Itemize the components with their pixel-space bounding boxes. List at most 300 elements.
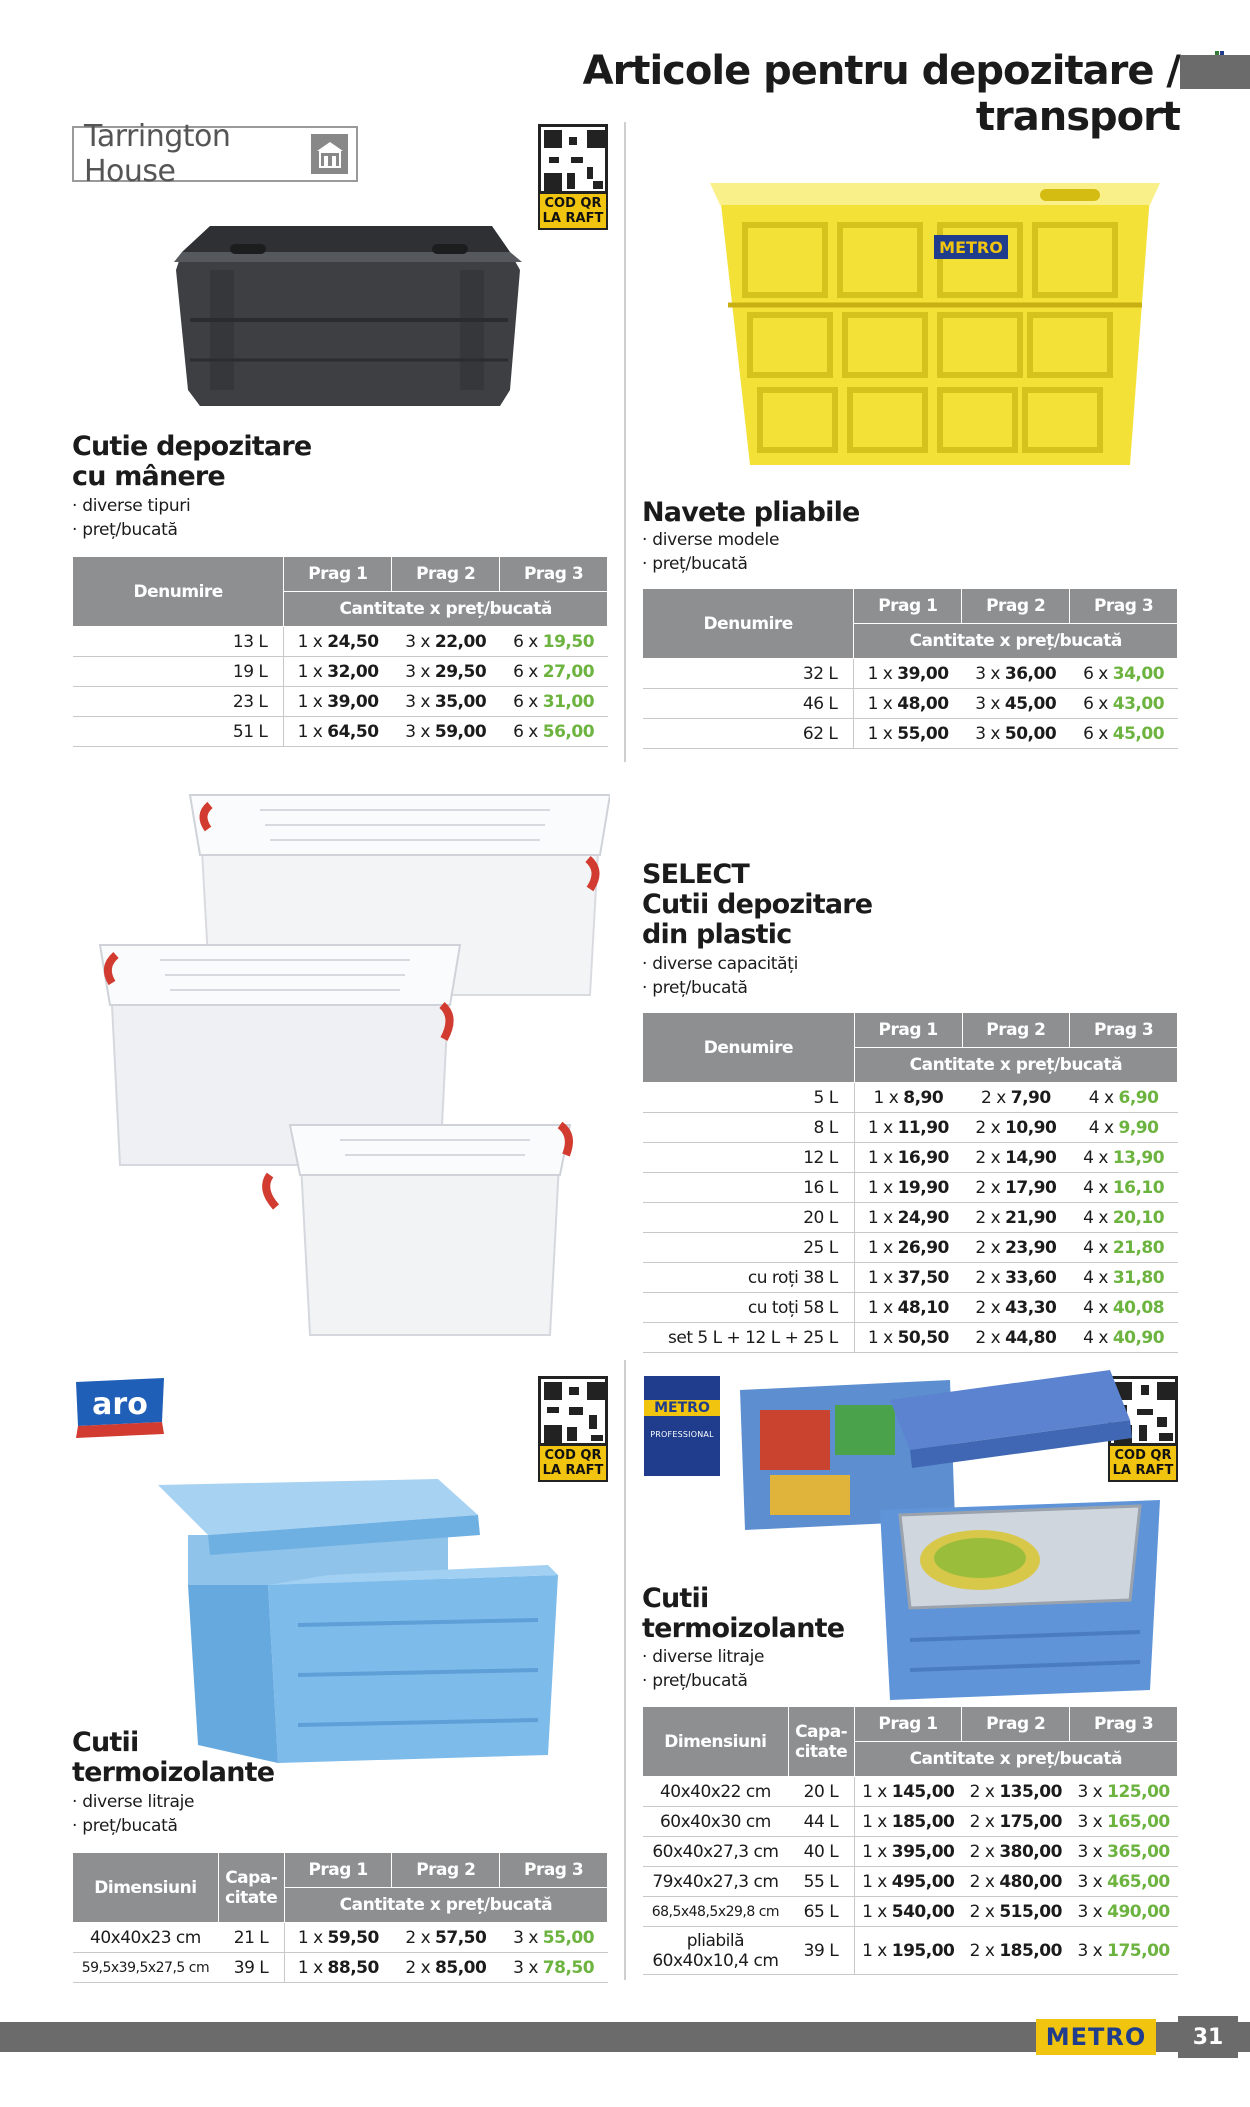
- qty-label: 6 x: [1083, 723, 1108, 744]
- price-cell-prag1: [284, 657, 392, 687]
- best-price-value: 175,00: [1107, 1940, 1170, 1961]
- header-denumire: Denumire: [643, 589, 854, 659]
- price-cell-prag3: [500, 657, 608, 687]
- qty-label: 3 x: [513, 1957, 538, 1978]
- header-denumire: Denumire: [643, 1013, 855, 1083]
- qty-label: 1 x: [862, 1871, 887, 1892]
- qty-label: 1 x: [867, 1147, 893, 1168]
- header-prag2: Prag 2: [392, 557, 500, 592]
- price-value: 50,00: [1004, 723, 1057, 744]
- column-divider: [624, 1360, 626, 1980]
- product-title-navete: [642, 498, 860, 528]
- qty-label: 3 x: [405, 691, 430, 712]
- dimension-cell: 60x40x30 cm: [643, 1807, 789, 1837]
- product-notes: [642, 952, 798, 1000]
- price-value: 19,90: [897, 1177, 949, 1198]
- qty-label: 2 x: [969, 1781, 995, 1802]
- qty-label: 3 x: [975, 693, 1000, 714]
- price-cell-prag2: [962, 1777, 1070, 1807]
- product-name-cell: 19 L: [73, 657, 284, 687]
- house-icon: [311, 134, 348, 174]
- qty-label: 6 x: [513, 661, 538, 682]
- title-line: din plastic: [642, 919, 792, 950]
- price-cell-prag2: [962, 1927, 1070, 1975]
- table-row: [73, 1953, 608, 1983]
- price-cell-prag1: [854, 689, 962, 719]
- price-cell-prag1: [854, 1867, 962, 1897]
- qty-label: 1 x: [867, 1327, 893, 1348]
- product-name-cell: 8 L: [643, 1113, 855, 1143]
- qty-label: 2 x: [981, 1087, 1006, 1108]
- qty-label: 2 x: [975, 1237, 1001, 1258]
- product-notes: [642, 528, 779, 576]
- table-row: [643, 1897, 1178, 1927]
- qty-label: 2 x: [405, 1927, 431, 1948]
- table-row: [73, 657, 608, 687]
- price-value: 55,00: [897, 723, 949, 744]
- capacity-cell: 55 L: [788, 1867, 854, 1897]
- metro-logo-text: METRO: [644, 1400, 720, 1416]
- best-price-value: 56,00: [542, 721, 595, 742]
- qty-label: 4 x: [1083, 1147, 1108, 1168]
- dimension-cell: [643, 1927, 789, 1975]
- best-price-value: 31,80: [1112, 1267, 1165, 1288]
- qr-label: COD QR LA RAFT: [538, 194, 608, 230]
- note-line: · diverse capacități: [642, 954, 799, 974]
- table-row: [73, 1923, 608, 1953]
- product-name-cell: 23 L: [73, 687, 284, 717]
- price-value: 145,00: [891, 1781, 955, 1802]
- price-cell-prag3: [1070, 1173, 1178, 1203]
- dimension-cell: 40x40x23 cm: [73, 1923, 219, 1953]
- product-name-cell: 46 L: [643, 689, 854, 719]
- price-cell-prag1: [854, 1293, 962, 1323]
- price-cell-prag1: [854, 1263, 962, 1293]
- price-value: 57,50: [435, 1927, 487, 1948]
- title-line: Cutie depozitare: [72, 431, 312, 462]
- table-row: [643, 1143, 1178, 1173]
- price-cell-prag2: [392, 1953, 500, 1983]
- table-row: [643, 1323, 1178, 1353]
- title-line: Navete pliabile: [642, 497, 860, 528]
- best-price-value: 40,08: [1112, 1297, 1165, 1318]
- header-cantitate: Cantitate x preț/bucată: [854, 1048, 1177, 1083]
- qty-label: 4 x: [1083, 1207, 1108, 1228]
- qty-label: 1 x: [862, 1901, 887, 1922]
- qty-label: 4 x: [1083, 1267, 1108, 1288]
- qty-label: 1 x: [862, 1811, 887, 1832]
- capacity-cell: 44 L: [788, 1807, 854, 1837]
- header-prag1: Prag 1: [854, 1013, 962, 1048]
- price-cell-prag2: [392, 627, 500, 657]
- yellow-crate-image: [700, 165, 1170, 485]
- header-cantitate: Cantitate x preț/bucată: [854, 1742, 1177, 1777]
- table-row: [643, 1173, 1178, 1203]
- price-value: 11,90: [897, 1117, 949, 1138]
- qty-label: 1 x: [867, 1267, 893, 1288]
- qty-label: 1 x: [297, 721, 323, 742]
- price-value: 515,00: [999, 1901, 1062, 1922]
- price-cell-prag2: [962, 1173, 1070, 1203]
- title-line: cu mânere: [72, 461, 225, 492]
- price-value: 21,90: [1005, 1207, 1057, 1228]
- product-name-cell: 12 L: [643, 1143, 855, 1173]
- dimension-cell: 60x40x27,3 cm: [643, 1837, 789, 1867]
- best-price-value: 490,00: [1107, 1901, 1170, 1922]
- price-cell-prag1: [854, 1837, 962, 1867]
- price-value: 195,00: [891, 1940, 955, 1961]
- price-value: 64,50: [327, 721, 379, 742]
- price-value: 185,00: [999, 1940, 1062, 1961]
- qty-label: 3 x: [513, 1927, 538, 1948]
- qty-label: 3 x: [1077, 1781, 1103, 1802]
- qty-label: 6 x: [1083, 663, 1108, 684]
- product-name-cell: 51 L: [73, 717, 284, 747]
- price-cell-prag3: [1070, 1143, 1178, 1173]
- price-cell-prag3: [1070, 1083, 1178, 1113]
- capacity-cell: 65 L: [788, 1897, 854, 1927]
- capacity-cell: 40 L: [788, 1837, 854, 1867]
- qty-label: 2 x: [969, 1940, 995, 1961]
- price-cell-prag1: [854, 1807, 962, 1837]
- aro-logo-text: aro: [92, 1387, 148, 1422]
- title-line: termoizolante: [72, 1757, 275, 1788]
- header-cantitate: Cantitate x preț/bucată: [284, 592, 608, 627]
- product-name-cell: cu toți 58 L: [643, 1293, 855, 1323]
- best-price-value: 45,00: [1112, 723, 1165, 744]
- price-value: 185,00: [891, 1811, 955, 1832]
- qty-label: 1 x: [297, 691, 323, 712]
- qty-label: 1 x: [867, 663, 893, 684]
- price-table-termo-metro: [642, 1706, 1178, 1975]
- qty-label: 2 x: [975, 1147, 1001, 1168]
- product-notes: [72, 1790, 194, 1838]
- price-cell-prag3: [1070, 689, 1178, 719]
- price-cell-prag1: [854, 1173, 962, 1203]
- price-cell-prag1: [284, 1953, 392, 1983]
- price-cell-prag2: [962, 1807, 1070, 1837]
- product-title-termo-aro: [72, 1728, 274, 1788]
- price-cell-prag2: [962, 1867, 1070, 1897]
- price-cell-prag3: [500, 1923, 608, 1953]
- blue-professional-thermo-box-image: [730, 1370, 1170, 1700]
- price-cell-prag2: [962, 1263, 1070, 1293]
- price-value: 26,90: [897, 1237, 949, 1258]
- product-name-cell: 13 L: [73, 627, 284, 657]
- price-cell-prag1: [854, 1897, 962, 1927]
- footer-logo-text: METRO: [1045, 2023, 1147, 2051]
- best-price-value: 78,50: [542, 1957, 595, 1978]
- qr-code-icon: [538, 1376, 608, 1446]
- table-row: [643, 1203, 1178, 1233]
- note-line: · preț/bucată: [72, 520, 178, 540]
- price-value: 14,90: [1005, 1147, 1057, 1168]
- product-name-cell: 16 L: [643, 1173, 855, 1203]
- price-cell-prag2: [962, 1113, 1070, 1143]
- header-denumire: Denumire: [73, 557, 284, 627]
- qty-label: 3 x: [1077, 1871, 1103, 1892]
- capacity-cell: 21 L: [218, 1923, 284, 1953]
- qr-label: COD QR LA RAFT: [1108, 1446, 1178, 1482]
- qty-label: 3 x: [975, 663, 1000, 684]
- price-cell-prag1: [854, 1323, 962, 1353]
- table-row: [643, 1837, 1178, 1867]
- qty-label: 1 x: [867, 1297, 893, 1318]
- best-price-value: 165,00: [1107, 1811, 1170, 1832]
- page-number: 31: [1178, 2016, 1238, 2058]
- brand-mark-icon: [1215, 42, 1225, 48]
- price-value: 48,10: [897, 1297, 949, 1318]
- price-value: 48,00: [897, 693, 949, 714]
- qty-label: 2 x: [405, 1957, 431, 1978]
- qty-label: 2 x: [975, 1177, 1001, 1198]
- qty-label: 1 x: [867, 1237, 893, 1258]
- header-prag3: Prag 3: [1070, 1707, 1178, 1742]
- price-cell-prag3: [1070, 719, 1178, 749]
- qr-code: [538, 1376, 608, 1482]
- page-title: Articole pentru depozitare / transport: [582, 48, 1180, 140]
- product-name-cell: 32 L: [643, 659, 854, 689]
- best-price-value: 125,00: [1107, 1781, 1170, 1802]
- qty-label: 3 x: [1077, 1841, 1103, 1862]
- price-cell-prag2: [962, 719, 1070, 749]
- qty-label: 1 x: [297, 1957, 323, 1978]
- price-table-select: [642, 1012, 1178, 1353]
- price-value: 24,50: [327, 631, 379, 652]
- best-price-value: 43,00: [1112, 693, 1165, 714]
- qty-label: 4 x: [1083, 1177, 1108, 1198]
- dimension-cell: 79x40x27,3 cm: [643, 1867, 789, 1897]
- product-title-select: [642, 860, 872, 950]
- header-dimensiuni: Dimensiuni: [643, 1707, 789, 1777]
- footer-metro-logo: [1036, 2019, 1156, 2055]
- best-price-value: 40,90: [1112, 1327, 1165, 1348]
- note-line: · preț/bucată: [642, 978, 748, 998]
- note-line: · diverse modele: [642, 530, 780, 550]
- professional-label: PROFESSIONAL: [650, 1430, 714, 1439]
- price-value: 395,00: [891, 1841, 955, 1862]
- price-cell-prag1: [854, 1113, 962, 1143]
- price-value: 39,00: [897, 663, 949, 684]
- header-prag2: Prag 2: [962, 1013, 1070, 1048]
- price-value: 35,00: [434, 691, 487, 712]
- table-row: [73, 627, 608, 657]
- price-cell-prag3: [1070, 1927, 1178, 1975]
- price-value: 37,50: [897, 1267, 949, 1288]
- table-row: [643, 1777, 1178, 1807]
- crate-metro-label: METRO: [939, 238, 1003, 257]
- capacity-cell: 39 L: [218, 1953, 284, 1983]
- price-value: 540,00: [891, 1901, 955, 1922]
- price-table-navete: [642, 588, 1178, 749]
- price-cell-prag2: [962, 1233, 1070, 1263]
- header-prag1: Prag 1: [854, 589, 962, 624]
- price-cell-prag3: [1070, 1837, 1178, 1867]
- price-cell-prag2: [392, 717, 500, 747]
- price-table-cutie-manere: [72, 556, 608, 747]
- header-prag1: Prag 1: [284, 557, 392, 592]
- price-value: 380,00: [999, 1841, 1062, 1862]
- price-cell-prag3: [500, 717, 608, 747]
- best-price-value: 19,50: [542, 631, 595, 652]
- price-cell-prag1: [854, 1233, 962, 1263]
- price-cell-prag2: [962, 1837, 1070, 1867]
- header-prag1: Prag 1: [284, 1853, 392, 1888]
- title-accent-bar: [1180, 55, 1250, 89]
- price-cell-prag2: [962, 1293, 1070, 1323]
- dimension-cell: 40x40x22 cm: [643, 1777, 789, 1807]
- price-cell-prag2: [962, 1203, 1070, 1233]
- note-line: · diverse litraje: [72, 1792, 195, 1812]
- qty-label: 4 x: [1083, 1327, 1108, 1348]
- dimension-cell: 59,5x39,5x27,5 cm: [73, 1953, 219, 1983]
- price-value: 24,90: [897, 1207, 949, 1228]
- qty-label: 2 x: [975, 1117, 1001, 1138]
- product-title-cutie-manere: [72, 432, 311, 492]
- header-prag2: Prag 2: [962, 589, 1070, 624]
- qty-label: 4 x: [1088, 1087, 1114, 1108]
- price-value: 7,90: [1010, 1087, 1051, 1108]
- header-prag2: Prag 2: [392, 1853, 500, 1888]
- table-row: [643, 1927, 1178, 1975]
- qty-label: 3 x: [1077, 1901, 1103, 1922]
- tarrington-house-logo: [72, 119, 358, 189]
- table-row: [643, 1113, 1178, 1143]
- price-cell-prag2: [392, 657, 500, 687]
- price-value: 16,90: [897, 1147, 949, 1168]
- table-row: [643, 659, 1178, 689]
- best-price-value: 20,10: [1112, 1207, 1165, 1228]
- qty-label: 2 x: [969, 1901, 995, 1922]
- table-row: [643, 1293, 1178, 1323]
- price-cell-prag1: [854, 1083, 962, 1113]
- capacity-cell: 20 L: [788, 1777, 854, 1807]
- table-row: [643, 1263, 1178, 1293]
- table-row: [73, 717, 608, 747]
- price-value: 29,50: [434, 661, 487, 682]
- price-value: 22,00: [434, 631, 487, 652]
- price-value: 85,00: [435, 1957, 487, 1978]
- qty-label: 3 x: [405, 721, 430, 742]
- header-prag3: Prag 3: [500, 557, 608, 592]
- price-value: 135,00: [999, 1781, 1062, 1802]
- price-cell-prag2: [962, 1897, 1070, 1927]
- header-prag3: Prag 3: [500, 1853, 608, 1888]
- title-line: SELECT: [642, 859, 749, 890]
- header-prag1: Prag 1: [854, 1707, 962, 1742]
- note-line: · preț/bucată: [642, 1671, 748, 1691]
- price-cell-prag1: [284, 687, 392, 717]
- best-price-value: 27,00: [542, 661, 595, 682]
- note-line: · preț/bucată: [72, 1816, 178, 1836]
- price-value: 43,30: [1005, 1297, 1057, 1318]
- price-value: 495,00: [891, 1871, 955, 1892]
- dimension-cell: 68,5x48,5x29,8 cm: [643, 1897, 789, 1927]
- aro-logo: [72, 1376, 168, 1440]
- title-line: Cutii: [642, 1583, 709, 1614]
- price-cell-prag2: [392, 687, 500, 717]
- table-row: [73, 687, 608, 717]
- best-price-value: 31,00: [542, 691, 595, 712]
- brand-name: Tarrington House: [84, 119, 231, 189]
- price-cell-prag3: [1070, 1897, 1178, 1927]
- price-cell-prag2: [962, 1083, 1070, 1113]
- price-value: 45,00: [1004, 693, 1057, 714]
- clear-plastic-boxes-image: [90, 765, 610, 1355]
- header-prag3: Prag 3: [1070, 589, 1178, 624]
- qty-label: 3 x: [1077, 1940, 1103, 1961]
- qty-label: 3 x: [1077, 1811, 1103, 1832]
- qty-label: 1 x: [867, 1207, 893, 1228]
- product-name-cell: 20 L: [643, 1203, 855, 1233]
- price-value: 59,00: [434, 721, 487, 742]
- price-cell-prag3: [1070, 1203, 1178, 1233]
- price-cell-prag3: [500, 687, 608, 717]
- dimension-line: 60x40x10,4 cm: [652, 1950, 779, 1971]
- best-price-value: 365,00: [1107, 1841, 1170, 1862]
- price-value: 10,90: [1005, 1117, 1057, 1138]
- note-line: · diverse tipuri: [72, 496, 191, 516]
- price-cell-prag1: [854, 1143, 962, 1173]
- price-value: 17,90: [1005, 1177, 1057, 1198]
- qty-label: 1 x: [873, 1087, 899, 1108]
- qty-label: 1 x: [867, 1117, 893, 1138]
- price-cell-prag1: [284, 1923, 392, 1953]
- qty-label: 1 x: [867, 723, 893, 744]
- qty-label: 1 x: [862, 1940, 887, 1961]
- price-value: 32,00: [327, 661, 379, 682]
- qty-label: 2 x: [975, 1297, 1001, 1318]
- price-value: 39,00: [327, 691, 379, 712]
- product-name-cell: cu roți 38 L: [643, 1263, 855, 1293]
- blue-thermo-box-image: [148, 1475, 568, 1765]
- price-cell-prag2: [392, 1923, 500, 1953]
- price-cell-prag3: [1070, 1263, 1178, 1293]
- note-line: · preț/bucată: [642, 554, 748, 574]
- product-title-termo-metro: [642, 1584, 844, 1644]
- qr-label: COD QR LA RAFT: [538, 1446, 608, 1482]
- price-cell-prag1: [284, 627, 392, 657]
- dimension-line: pliabilă: [686, 1930, 745, 1951]
- price-cell-prag3: [1070, 1113, 1178, 1143]
- product-name-cell: 62 L: [643, 719, 854, 749]
- price-cell-prag3: [1070, 1777, 1178, 1807]
- product-notes: [72, 494, 190, 542]
- price-cell-prag1: [284, 717, 392, 747]
- price-cell-prag1: [854, 1927, 962, 1975]
- qty-label: 6 x: [1083, 693, 1108, 714]
- qty-label: 6 x: [513, 631, 538, 652]
- price-value: 88,50: [327, 1957, 379, 1978]
- price-value: 23,90: [1005, 1237, 1057, 1258]
- price-cell-prag3: [500, 1953, 608, 1983]
- qty-label: 6 x: [513, 691, 538, 712]
- qty-label: 2 x: [969, 1871, 995, 1892]
- best-price-value: 16,10: [1112, 1177, 1165, 1198]
- price-cell-prag2: [962, 689, 1070, 719]
- column-divider: [624, 122, 626, 762]
- note-line: · diverse litraje: [642, 1647, 765, 1667]
- best-price-value: 55,00: [542, 1927, 595, 1948]
- title-line: termoizolante: [642, 1613, 845, 1644]
- qty-label: 4 x: [1083, 1297, 1108, 1318]
- best-price-value: 13,90: [1112, 1147, 1165, 1168]
- price-cell-prag2: [962, 1143, 1070, 1173]
- qty-label: 1 x: [297, 661, 323, 682]
- qty-label: 1 x: [867, 1177, 893, 1198]
- table-row: [643, 689, 1178, 719]
- best-price-value: 9,90: [1118, 1117, 1159, 1138]
